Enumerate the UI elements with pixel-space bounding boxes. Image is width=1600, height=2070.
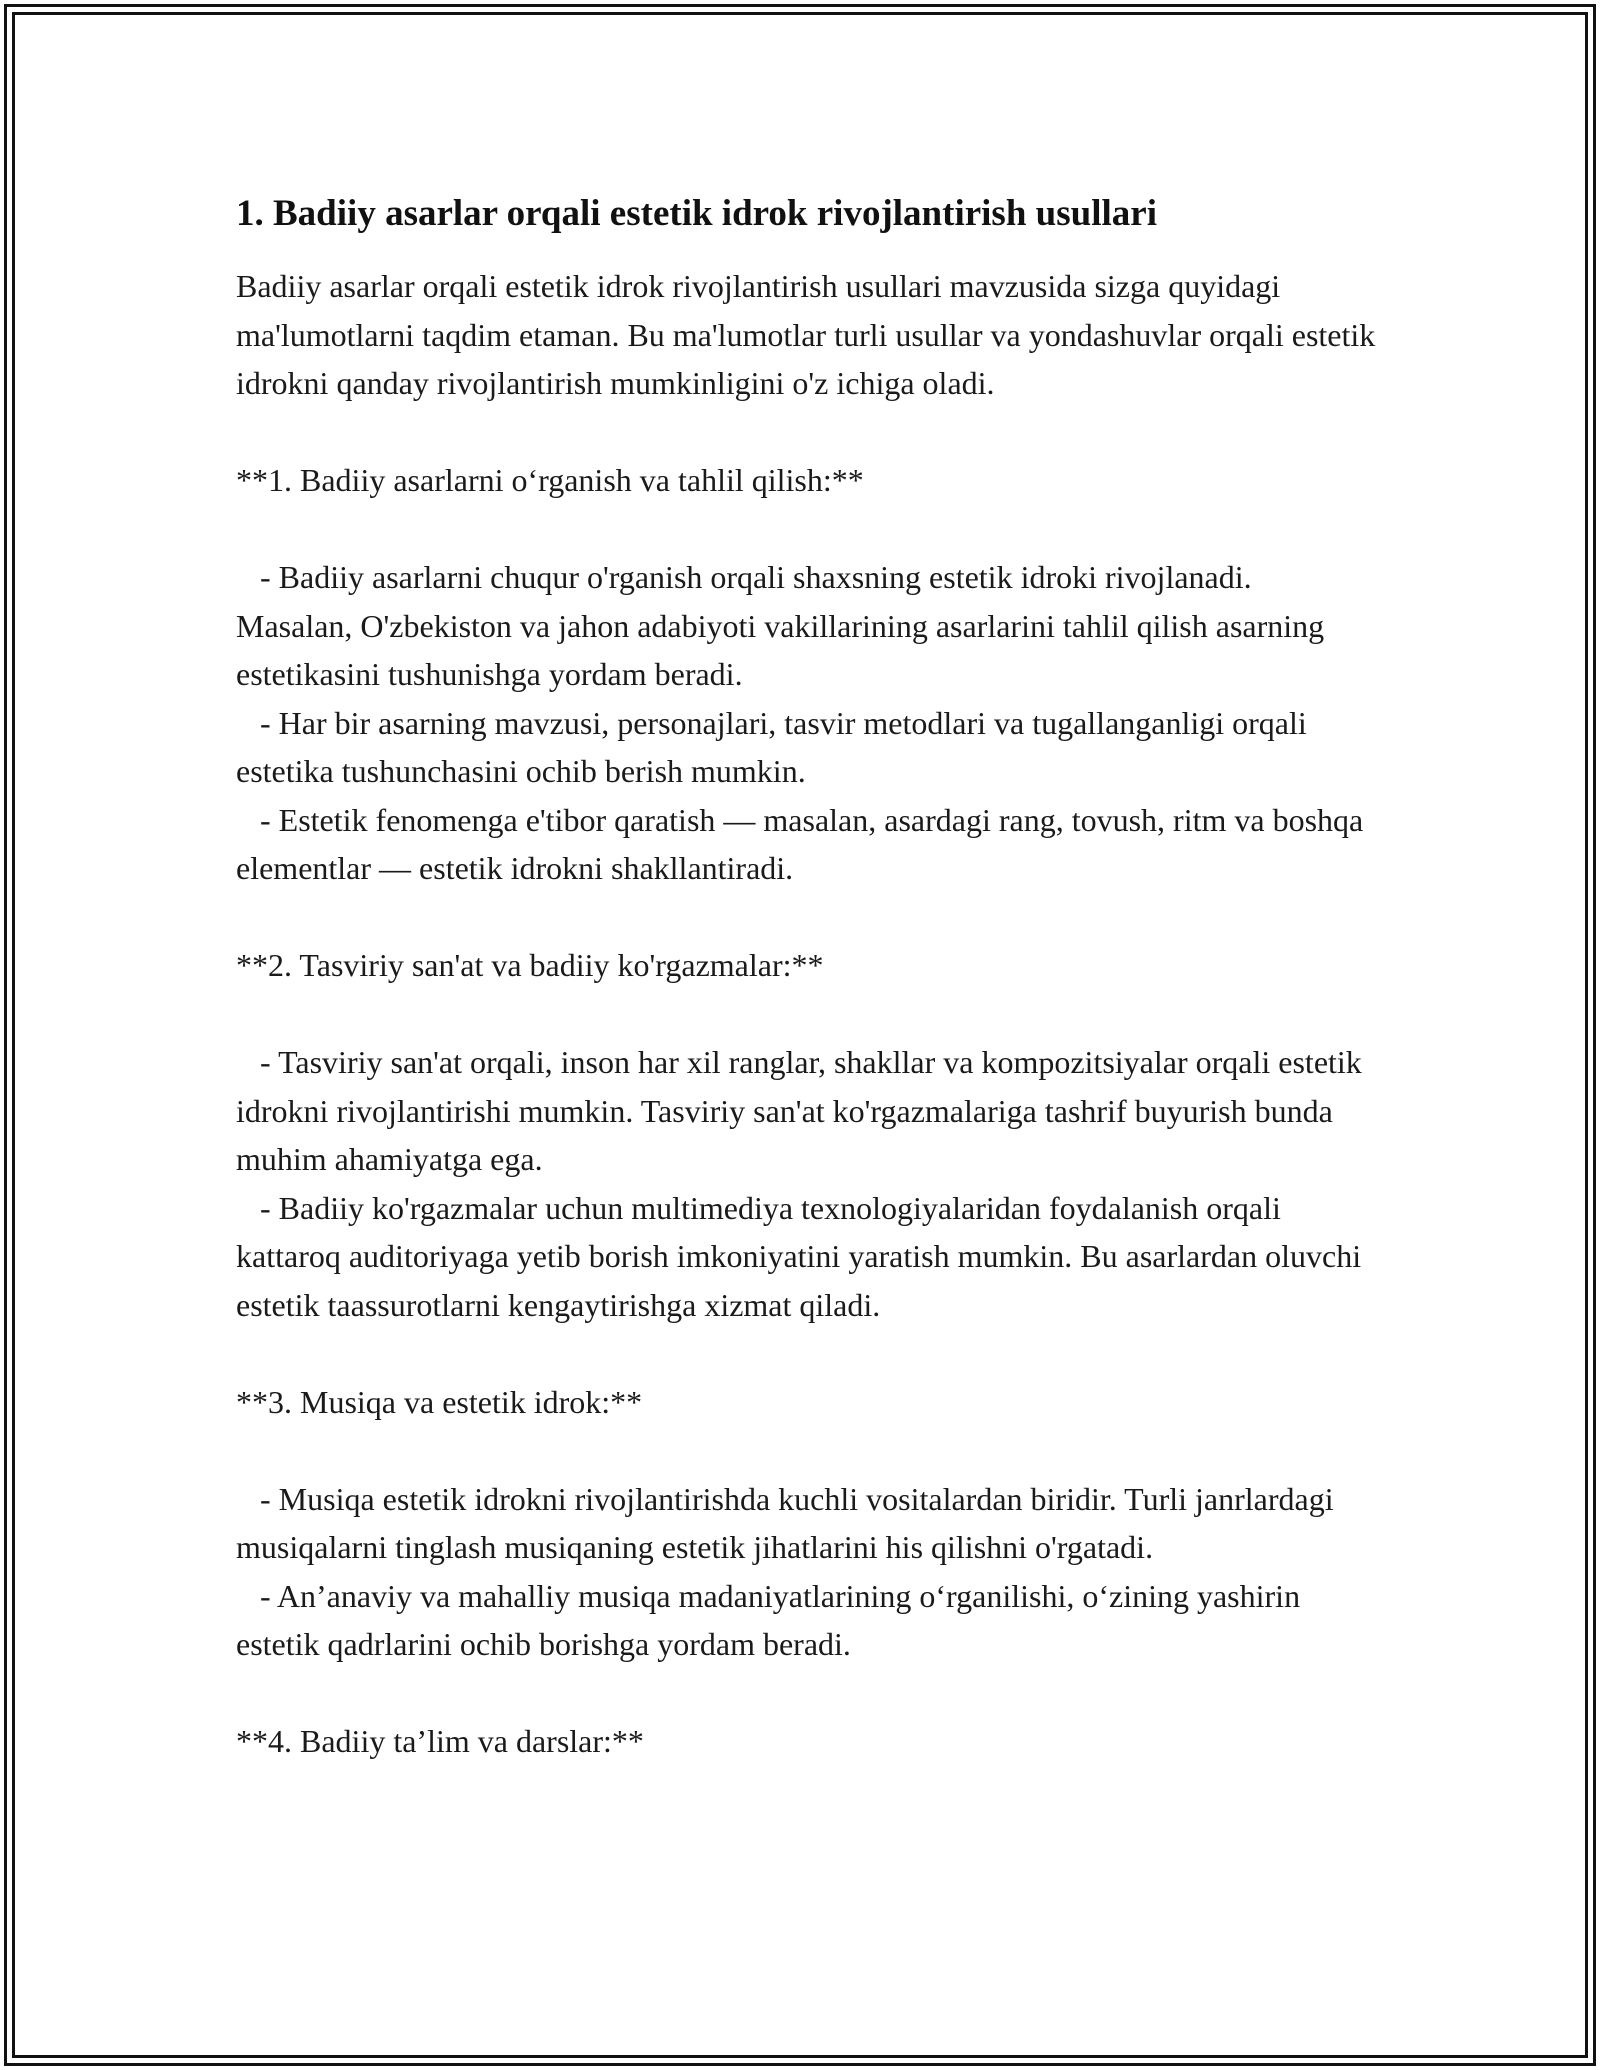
section-3-heading: **3. Musiqa va estetik idrok:** — [236, 1383, 643, 1420]
section-1-bullet-1: - Badiiy asarlarni chuqur o'rganish orqali shaxsning estetik idroki rivojlanadi. Masalan, O'zbekiston va jahon adabiyoti vakillarining asarlarini tahlil qilish asarning estetikasini tushunishga yordam beradi. — [236, 559, 1333, 692]
document-title: 1. Badiiy asarlar orqali estetik idrok rivojlantirish usullari — [236, 193, 1157, 234]
intro-paragraph: Badiiy asarlar orqali estetik idrok rivojlantirish usullari mavzusida sizga quyidagi ma'lumotlarni taqdim etaman. Bu ma'lumotlar turli usullar va yondashuvlar orqali estetik idrokni qanday rivojlantirish mumkinligini o'z ichiga oladi. — [236, 268, 1384, 401]
section-2-bullet-1: - Tasviriy san'at orqali, inson har xil ranglar, shakllar va kompozitsiyalar orqali estetik idrokni rivojlantirishi mumkin. Tasviriy san'at ko'rgazmalariga tashrif buyurish bunda muhim ahamiyatga ega. — [236, 1044, 1370, 1177]
section-3-bullet-2: - An’anaviy va mahalliy musiqa madaniyatlarining o‘rganilishi, o‘zining yashirin estetik qadrlarini ochib borishga yordam beradi. — [236, 1577, 1309, 1662]
section-4-heading: **4. Badiiy ta’lim va darslar:** — [236, 1723, 644, 1759]
section-1-heading: **1. Badiiy asarlarni o‘rganish va tahlil qilish:** — [236, 462, 864, 498]
section-3-bullet-1: - Musiqa estetik idrokni rivojlantirishda kuchli vositalardan biridir. Turli janrlardagi musiqalarni tinglash musiqaning estetik jihatlarini his qilishni o'rgatadi. — [236, 1480, 1342, 1565]
section-1-bullet-2: - Har bir asarning mavzusi, personajlari, tasvir metodlari va tugallanganligi orqali estetika tushunchasini ochib berish mumkin. — [236, 704, 1315, 789]
document-body — [236, 186, 1384, 1766]
section-2-heading: **2. Tasviriy san'at va badiiy ko'rgazmalar:** — [236, 947, 824, 983]
section-1-bullet-3: - Estetik fenomenga e'tibor qaratish — masalan, asardagi rang, tovush, ritm va boshqa elementlar — estetik idrokni shakllantiradi. — [236, 801, 1372, 886]
section-2-bullet-2: - Badiiy ko'rgazmalar uchun multimediya texnologiyalaridan foydalanish orqali kattaroq auditoriyaga yetib borish imkoniyatini yaratish mumkin. Bu asarlardan oluvchi estetik taassurotlarni kengaytirishga xizmat qiladi. — [236, 1189, 1370, 1323]
